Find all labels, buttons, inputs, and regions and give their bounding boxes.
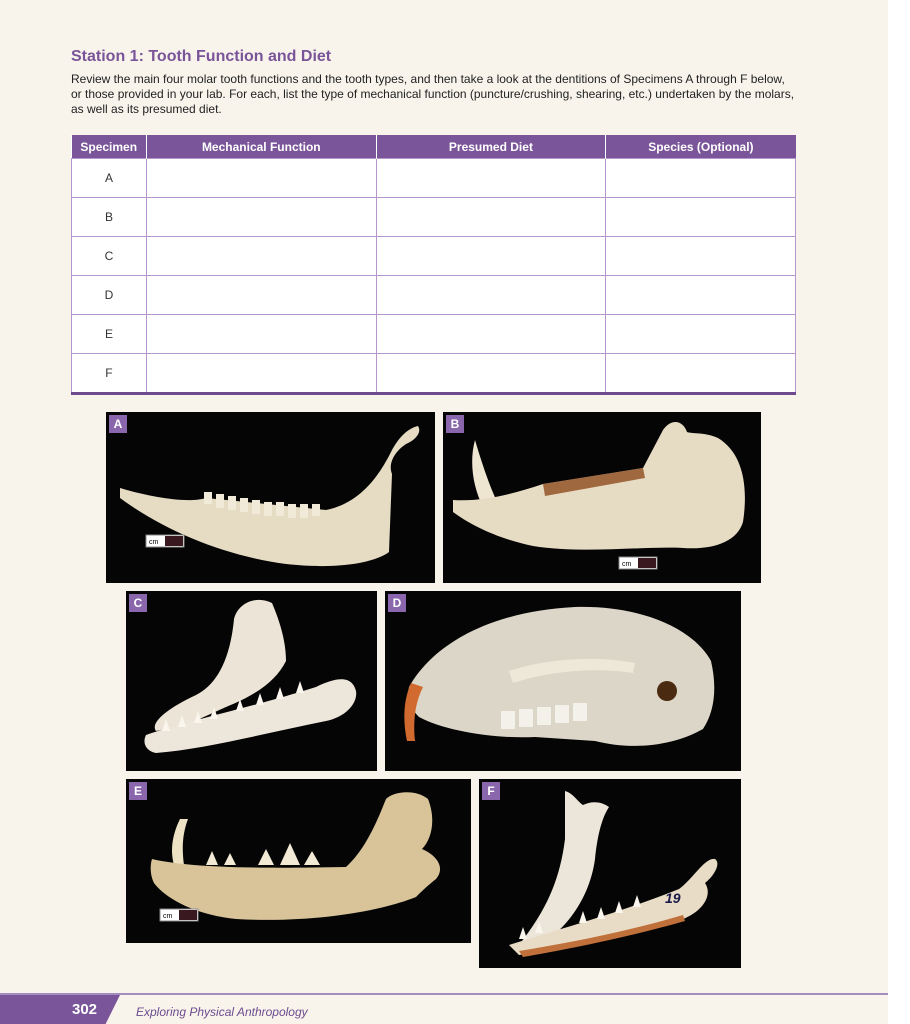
mechanical-function-cell[interactable] <box>146 237 376 276</box>
specimen-c-photo <box>126 591 377 771</box>
table-row <box>72 198 796 237</box>
scale-bar-label: cm <box>149 539 159 546</box>
presumed-diet-cell[interactable] <box>376 354 606 394</box>
mechanical-function-cell[interactable] <box>146 159 376 198</box>
specimen-cell: D <box>72 276 147 315</box>
table-row <box>72 354 796 394</box>
header-mechanical-function: Mechanical Function <box>146 135 376 159</box>
book-title: Exploring Physical Anthropology <box>136 1005 308 1019</box>
specimen-cell: F <box>72 354 147 394</box>
mechanical-function-cell[interactable] <box>146 354 376 394</box>
jaw-a-illustration <box>106 412 435 583</box>
section-title: Station 1: Tooth Function and Diet <box>71 48 332 65</box>
photo-label: C <box>129 594 147 612</box>
jaw-c-illustration <box>126 591 377 771</box>
specimen-d-photo <box>385 591 741 771</box>
species-cell[interactable] <box>606 354 796 394</box>
mechanical-function-cell[interactable] <box>146 315 376 354</box>
scale-bar-label: cm <box>163 913 173 920</box>
table-row <box>72 315 796 354</box>
header-specimen: Specimen <box>72 135 147 159</box>
specimen-cell: E <box>72 315 147 354</box>
specimen-number: 19 <box>665 890 681 906</box>
photo-label: E <box>129 782 147 800</box>
species-cell[interactable] <box>606 315 796 354</box>
mechanical-function-cell[interactable] <box>146 198 376 237</box>
specimen-a-photo <box>106 412 435 583</box>
presumed-diet-cell[interactable] <box>376 315 606 354</box>
photo-label: D <box>388 594 406 612</box>
specimen-cell: C <box>72 237 147 276</box>
specimen-b-photo <box>443 412 761 583</box>
tooth-function-table <box>71 135 796 395</box>
photo-label: F <box>482 782 500 800</box>
table-header-row <box>72 135 796 159</box>
jaw-e-illustration <box>126 779 471 943</box>
presumed-diet-cell[interactable] <box>376 237 606 276</box>
page-number: 302 <box>72 1001 98 1018</box>
header-presumed-diet: Presumed Diet <box>376 135 606 159</box>
species-cell[interactable] <box>606 276 796 315</box>
page-number-tab <box>0 995 120 1024</box>
skull-d-illustration <box>385 591 741 771</box>
photo-label: B <box>446 415 464 433</box>
table-row <box>72 276 796 315</box>
species-cell[interactable] <box>606 159 796 198</box>
jaw-f-illustration <box>479 779 741 968</box>
presumed-diet-cell[interactable] <box>376 276 606 315</box>
table-row <box>72 237 796 276</box>
presumed-diet-cell[interactable] <box>376 159 606 198</box>
mechanical-function-cell[interactable] <box>146 276 376 315</box>
specimen-e-photo <box>126 779 471 943</box>
footer-rule <box>0 993 888 995</box>
instructions-text: Review the main four molar tooth functions and the tooth types, and then take a look at the dentitions of Specimens A through F below, or those provided in your lab. For each, list the type of mechanical function (puncture/crushing, shearing, etc.) undertaken by the molars, as well as its presumed diet. <box>71 72 795 116</box>
photo-label: A <box>109 415 127 433</box>
table-row <box>72 159 796 198</box>
scale-bar-label: cm <box>622 561 632 568</box>
species-cell[interactable] <box>606 237 796 276</box>
header-species: Species (Optional) <box>606 135 796 159</box>
specimen-f-photo <box>479 779 741 968</box>
specimen-cell: A <box>72 159 147 198</box>
jaw-b-illustration <box>443 412 761 583</box>
presumed-diet-cell[interactable] <box>376 198 606 237</box>
species-cell[interactable] <box>606 198 796 237</box>
specimen-cell: B <box>72 198 147 237</box>
